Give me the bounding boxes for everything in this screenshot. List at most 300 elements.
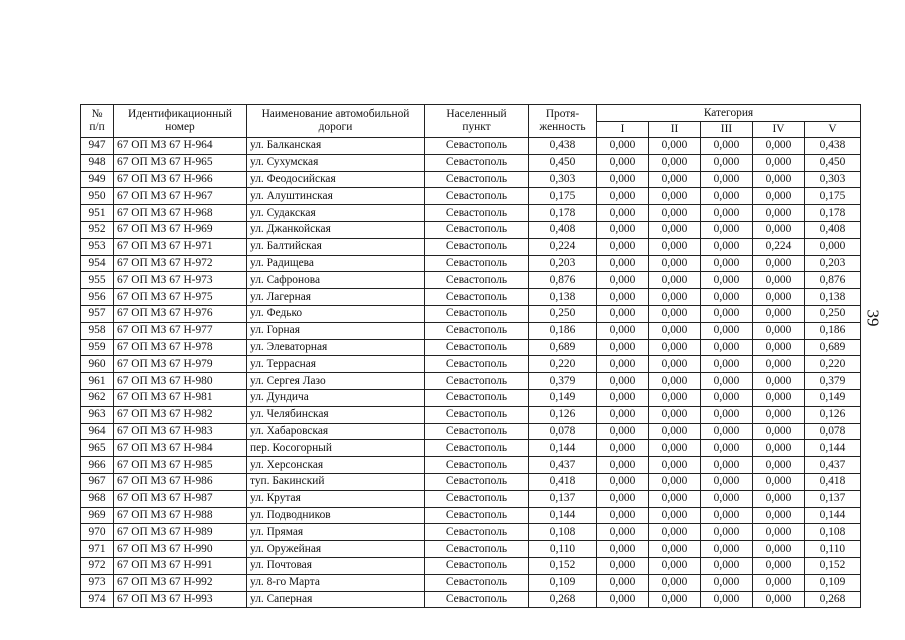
table-row [81,557,861,574]
table-row [81,188,861,205]
row-number: 970 [81,524,114,541]
row-number: 962 [81,389,114,406]
road-id: 67 ОП МЗ 67 Н-990 [114,541,247,558]
category-2-length: 0,000 [649,188,701,205]
category-3-length: 0,000 [701,524,753,541]
category-4-length: 0,000 [753,356,805,373]
category-4-length: 0,000 [753,205,805,222]
category-5-length: 0,418 [805,473,861,490]
road-name: ул. Лагерная [247,289,425,306]
table-row [81,138,861,155]
category-5-length: 0,109 [805,574,861,591]
road-length: 0,418 [529,473,597,490]
table-row [81,322,861,339]
table-header [81,105,861,138]
category-5-length: 0,000 [805,238,861,255]
header-category-5: V [805,122,861,138]
category-4-length: 0,000 [753,272,805,289]
row-number: 957 [81,305,114,322]
category-1-length: 0,000 [597,255,649,272]
category-4-length: 0,000 [753,154,805,171]
category-4-length: 0,000 [753,322,805,339]
row-number: 974 [81,591,114,608]
row-number: 950 [81,188,114,205]
row-number: 955 [81,272,114,289]
row-number: 960 [81,356,114,373]
road-name: ул. Сухумская [247,154,425,171]
header-num: № п/п [81,105,114,138]
road-length: 0,144 [529,507,597,524]
settlement: Севастополь [425,591,529,608]
category-4-length: 0,000 [753,389,805,406]
category-3-length: 0,000 [701,171,753,188]
category-4-length: 0,000 [753,591,805,608]
road-name: ул. Террасная [247,356,425,373]
road-name: ул. Подводников [247,507,425,524]
category-4-length: 0,000 [753,457,805,474]
header-category: Категория [597,105,861,122]
road-length: 0,138 [529,289,597,306]
road-id: 67 ОП МЗ 67 Н-978 [114,339,247,356]
table-row [81,373,861,390]
road-name: ул. Челябинская [247,406,425,423]
category-3-length: 0,000 [701,339,753,356]
settlement: Севастополь [425,272,529,289]
row-number: 965 [81,440,114,457]
table-row [81,457,861,474]
category-1-length: 0,000 [597,205,649,222]
road-name: пер. Косогорный [247,440,425,457]
category-1-length: 0,000 [597,188,649,205]
settlement: Севастополь [425,221,529,238]
road-id: 67 ОП МЗ 67 Н-982 [114,406,247,423]
settlement: Севастополь [425,154,529,171]
header-length: Протя- женность [529,105,597,138]
road-name: ул. Элеваторная [247,339,425,356]
road-id: 67 ОП МЗ 67 Н-988 [114,507,247,524]
row-number: 953 [81,238,114,255]
category-3-length: 0,000 [701,238,753,255]
road-id: 67 ОП МЗ 67 Н-968 [114,205,247,222]
road-id: 67 ОП МЗ 67 Н-965 [114,154,247,171]
category-5-length: 0,408 [805,221,861,238]
category-2-length: 0,000 [649,221,701,238]
category-1-length: 0,000 [597,574,649,591]
header-id: Идентификационный номер [114,105,247,138]
category-1-length: 0,000 [597,373,649,390]
category-3-length: 0,000 [701,473,753,490]
road-length: 0,250 [529,305,597,322]
road-id: 67 ОП МЗ 67 Н-973 [114,272,247,289]
category-1-length: 0,000 [597,457,649,474]
table-row [81,591,861,608]
table-row [81,255,861,272]
road-length: 0,408 [529,221,597,238]
road-length: 0,137 [529,490,597,507]
road-id: 67 ОП МЗ 67 Н-971 [114,238,247,255]
category-4-length: 0,000 [753,423,805,440]
row-number: 963 [81,406,114,423]
category-1-length: 0,000 [597,289,649,306]
settlement: Севастополь [425,138,529,155]
category-4-length: 0,000 [753,339,805,356]
settlement: Севастополь [425,339,529,356]
road-name: ул. Прямая [247,524,425,541]
category-5-length: 0,137 [805,490,861,507]
road-name: ул. Саперная [247,591,425,608]
category-3-length: 0,000 [701,289,753,306]
category-2-length: 0,000 [649,238,701,255]
road-name: ул. 8-го Марта [247,574,425,591]
road-name: туп. Бакинский [247,473,425,490]
category-4-length: 0,000 [753,574,805,591]
category-3-length: 0,000 [701,406,753,423]
table-row [81,356,861,373]
category-3-length: 0,000 [701,255,753,272]
header-category-4: IV [753,122,805,138]
settlement: Севастополь [425,389,529,406]
category-5-length: 0,689 [805,339,861,356]
category-3-length: 0,000 [701,440,753,457]
category-2-length: 0,000 [649,138,701,155]
table-row [81,541,861,558]
category-2-length: 0,000 [649,490,701,507]
road-length: 0,109 [529,574,597,591]
category-2-length: 0,000 [649,473,701,490]
category-1-length: 0,000 [597,272,649,289]
table-row [81,205,861,222]
category-2-length: 0,000 [649,507,701,524]
category-1-length: 0,000 [597,339,649,356]
road-id: 67 ОП МЗ 67 Н-992 [114,574,247,591]
category-5-length: 0,220 [805,356,861,373]
road-id: 67 ОП МЗ 67 Н-993 [114,591,247,608]
road-length: 0,438 [529,138,597,155]
road-length: 0,450 [529,154,597,171]
road-id: 67 ОП МЗ 67 Н-972 [114,255,247,272]
category-4-length: 0,000 [753,138,805,155]
table-row [81,272,861,289]
road-length: 0,303 [529,171,597,188]
category-5-length: 0,152 [805,557,861,574]
table-row [81,574,861,591]
category-4-length: 0,000 [753,188,805,205]
road-id: 67 ОП МЗ 67 Н-987 [114,490,247,507]
settlement: Севастополь [425,255,529,272]
road-name: ул. Федько [247,305,425,322]
row-number: 966 [81,457,114,474]
category-2-length: 0,000 [649,591,701,608]
header-category-1: I [597,122,649,138]
category-4-length: 0,000 [753,305,805,322]
road-id: 67 ОП МЗ 67 Н-964 [114,138,247,155]
road-id: 67 ОП МЗ 67 Н-979 [114,356,247,373]
category-2-length: 0,000 [649,171,701,188]
header-category-3: III [701,122,753,138]
category-5-length: 0,149 [805,389,861,406]
category-5-length: 0,437 [805,457,861,474]
table-row [81,339,861,356]
category-3-length: 0,000 [701,373,753,390]
category-1-length: 0,000 [597,507,649,524]
category-4-length: 0,000 [753,289,805,306]
road-name: ул. Феодосийская [247,171,425,188]
category-2-length: 0,000 [649,356,701,373]
category-3-length: 0,000 [701,490,753,507]
settlement: Севастополь [425,557,529,574]
settlement: Севастополь [425,507,529,524]
row-number: 972 [81,557,114,574]
row-number: 947 [81,138,114,155]
category-5-length: 0,144 [805,440,861,457]
road-length: 0,126 [529,406,597,423]
road-length: 0,203 [529,255,597,272]
road-id: 67 ОП МЗ 67 Н-984 [114,440,247,457]
category-5-length: 0,876 [805,272,861,289]
road-id: 67 ОП МЗ 67 Н-969 [114,221,247,238]
category-2-length: 0,000 [649,541,701,558]
road-length: 0,689 [529,339,597,356]
road-length: 0,152 [529,557,597,574]
road-id: 67 ОП МЗ 67 Н-983 [114,423,247,440]
road-length: 0,078 [529,423,597,440]
road-name: ул. Херсонская [247,457,425,474]
road-name: ул. Судакская [247,205,425,222]
category-5-length: 0,450 [805,154,861,171]
settlement: Севастополь [425,205,529,222]
road-length: 0,268 [529,591,597,608]
category-2-length: 0,000 [649,154,701,171]
road-name: ул. Дундича [247,389,425,406]
road-name: ул. Алуштинская [247,188,425,205]
category-1-length: 0,000 [597,154,649,171]
category-2-length: 0,000 [649,423,701,440]
table-row [81,289,861,306]
road-id: 67 ОП МЗ 67 Н-967 [114,188,247,205]
category-3-length: 0,000 [701,557,753,574]
category-4-length: 0,000 [753,221,805,238]
category-4-length: 0,224 [753,238,805,255]
settlement: Севастополь [425,473,529,490]
settlement: Севастополь [425,322,529,339]
category-1-length: 0,000 [597,221,649,238]
table-row [81,507,861,524]
category-4-length: 0,000 [753,490,805,507]
row-number: 968 [81,490,114,507]
category-2-length: 0,000 [649,322,701,339]
settlement: Севастополь [425,289,529,306]
category-2-length: 0,000 [649,305,701,322]
table-row [81,305,861,322]
settlement: Севастополь [425,490,529,507]
table-row [81,440,861,457]
category-1-length: 0,000 [597,389,649,406]
category-4-length: 0,000 [753,524,805,541]
category-5-length: 0,078 [805,423,861,440]
road-length: 0,108 [529,524,597,541]
road-name: ул. Сафронова [247,272,425,289]
category-5-length: 0,186 [805,322,861,339]
row-number: 952 [81,221,114,238]
header-category-2: II [649,122,701,138]
category-2-length: 0,000 [649,457,701,474]
road-length: 0,224 [529,238,597,255]
road-length: 0,175 [529,188,597,205]
category-5-length: 0,178 [805,205,861,222]
table-row [81,238,861,255]
road-length: 0,186 [529,322,597,339]
category-2-length: 0,000 [649,524,701,541]
category-3-length: 0,000 [701,574,753,591]
road-id: 67 ОП МЗ 67 Н-980 [114,373,247,390]
table-row [81,389,861,406]
category-3-length: 0,000 [701,205,753,222]
table-row [81,473,861,490]
row-number: 973 [81,574,114,591]
table-row [81,423,861,440]
road-length: 0,149 [529,389,597,406]
category-3-length: 0,000 [701,305,753,322]
category-4-length: 0,000 [753,406,805,423]
category-3-length: 0,000 [701,541,753,558]
road-length: 0,220 [529,356,597,373]
category-1-length: 0,000 [597,138,649,155]
row-number: 959 [81,339,114,356]
category-5-length: 0,110 [805,541,861,558]
road-name: ул. Оружейная [247,541,425,558]
road-length: 0,144 [529,440,597,457]
table-row [81,490,861,507]
category-5-length: 0,268 [805,591,861,608]
settlement: Севастополь [425,524,529,541]
category-4-length: 0,000 [753,473,805,490]
category-1-length: 0,000 [597,423,649,440]
road-name: ул. Почтовая [247,557,425,574]
category-5-length: 0,303 [805,171,861,188]
road-length: 0,379 [529,373,597,390]
table-row [81,171,861,188]
header-place: Населенный пункт [425,105,529,138]
row-number: 951 [81,205,114,222]
row-number: 958 [81,322,114,339]
category-4-length: 0,000 [753,507,805,524]
category-1-length: 0,000 [597,356,649,373]
category-1-length: 0,000 [597,406,649,423]
road-length: 0,437 [529,457,597,474]
category-2-length: 0,000 [649,339,701,356]
category-1-length: 0,000 [597,524,649,541]
road-id: 67 ОП МЗ 67 Н-976 [114,305,247,322]
row-number: 954 [81,255,114,272]
row-number: 969 [81,507,114,524]
table-row [81,406,861,423]
row-number: 949 [81,171,114,188]
category-3-length: 0,000 [701,188,753,205]
settlement: Севастополь [425,356,529,373]
category-3-length: 0,000 [701,154,753,171]
settlement: Севастополь [425,305,529,322]
category-5-length: 0,108 [805,524,861,541]
road-name: ул. Джанкойская [247,221,425,238]
row-number: 971 [81,541,114,558]
category-1-length: 0,000 [597,322,649,339]
category-4-length: 0,000 [753,541,805,558]
category-5-length: 0,203 [805,255,861,272]
settlement: Севастополь [425,574,529,591]
road-name: ул. Балканская [247,138,425,155]
category-2-length: 0,000 [649,389,701,406]
page-number: 39 [863,309,883,327]
category-5-length: 0,138 [805,289,861,306]
category-3-length: 0,000 [701,457,753,474]
category-5-length: 0,379 [805,373,861,390]
category-2-length: 0,000 [649,289,701,306]
road-name: ул. Сергея Лазо [247,373,425,390]
category-1-length: 0,000 [597,473,649,490]
category-2-length: 0,000 [649,557,701,574]
road-id: 67 ОП МЗ 67 Н-991 [114,557,247,574]
settlement: Севастополь [425,238,529,255]
road-id: 67 ОП МЗ 67 Н-986 [114,473,247,490]
road-length: 0,178 [529,205,597,222]
category-3-length: 0,000 [701,322,753,339]
category-1-length: 0,000 [597,541,649,558]
settlement: Севастополь [425,188,529,205]
category-2-length: 0,000 [649,205,701,222]
road-length: 0,110 [529,541,597,558]
category-3-length: 0,000 [701,423,753,440]
category-4-length: 0,000 [753,373,805,390]
roads-table [80,104,861,608]
table-row [81,524,861,541]
row-number: 956 [81,289,114,306]
row-number: 967 [81,473,114,490]
category-3-length: 0,000 [701,356,753,373]
category-1-length: 0,000 [597,591,649,608]
settlement: Севастополь [425,423,529,440]
category-2-length: 0,000 [649,440,701,457]
row-number: 961 [81,373,114,390]
road-id: 67 ОП МЗ 67 Н-985 [114,457,247,474]
settlement: Севастополь [425,406,529,423]
road-name: ул. Радищева [247,255,425,272]
road-id: 67 ОП МЗ 67 Н-975 [114,289,247,306]
category-4-length: 0,000 [753,440,805,457]
category-3-length: 0,000 [701,591,753,608]
category-5-length: 0,250 [805,305,861,322]
road-id: 67 ОП МЗ 67 Н-966 [114,171,247,188]
category-3-length: 0,000 [701,138,753,155]
settlement: Севастополь [425,457,529,474]
table-row [81,221,861,238]
category-4-length: 0,000 [753,171,805,188]
category-2-length: 0,000 [649,574,701,591]
header-name: Наименование автомобильной дороги [247,105,425,138]
category-1-length: 0,000 [597,557,649,574]
row-number: 964 [81,423,114,440]
settlement: Севастополь [425,440,529,457]
category-3-length: 0,000 [701,272,753,289]
road-name: ул. Балтийская [247,238,425,255]
road-id: 67 ОП МЗ 67 Н-977 [114,322,247,339]
category-2-length: 0,000 [649,406,701,423]
settlement: Севастополь [425,541,529,558]
category-4-length: 0,000 [753,557,805,574]
table-row [81,154,861,171]
category-5-length: 0,175 [805,188,861,205]
category-3-length: 0,000 [701,221,753,238]
category-3-length: 0,000 [701,507,753,524]
